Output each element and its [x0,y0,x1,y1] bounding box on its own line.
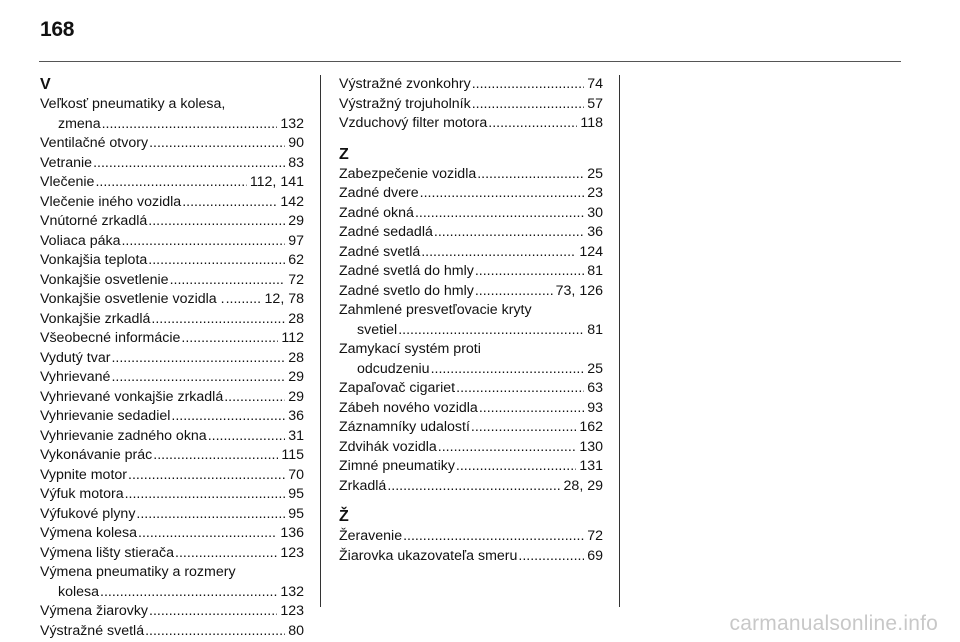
dot-leader [456,457,576,477]
index-entry-heading: Zamykací systém proti [339,341,481,357]
index-entry-page: 118 [580,115,603,131]
index-entry-text: Vydutý tvar [40,349,111,366]
index-entry [40,505,304,525]
index-entry-list [40,95,304,641]
index-entry-page: 142 [280,193,304,210]
index-entry [339,379,603,399]
index-entry-text: Vonkajšie zrkadlá [40,310,151,327]
index-entry-text: Výfukové plyny [40,505,136,522]
index-entry-text: Voliaca páka [40,232,121,249]
dot-leader [128,466,285,486]
index-column-1 [40,75,304,641]
index-entry [339,399,603,419]
index-entry-text: Vlečenie iného vozidla [40,193,182,210]
dot-leader [148,212,285,232]
index-entry-text: Vyhrievanie zadného okna [40,427,207,444]
index-entry [339,457,603,477]
index-entry-page: 63 [587,380,603,396]
index-entry-page: 80 [288,622,304,639]
index-entry [339,204,603,224]
index-entry-text: svetiel [357,321,398,338]
index-entry-page: 112, 141 [249,174,304,190]
index-entry [40,134,304,154]
index-entry-text: Zadné svetlá [339,243,421,260]
index-entry-text: Vonkajšie osvetlenie vozidla . [40,291,225,307]
index-entry-page: 12, 78 [264,291,304,307]
index-entry-text: Vonkajšia teplota [40,252,148,268]
index-entry [40,485,304,505]
dot-leader [518,547,584,567]
dot-leader [475,282,553,302]
dot-leader [125,485,286,505]
index-entry [339,75,603,95]
header-rule [39,61,901,62]
dot-leader [488,114,577,134]
index-entry-page: 132 [280,115,304,132]
dot-leader [121,232,285,252]
index-entry-list [339,75,603,134]
dot-leader [471,418,576,438]
index-entry-page: 28, 29 [563,477,603,494]
index-entry-text: Zadné okná [339,204,414,221]
index-entry-page: 81 [587,263,603,279]
index-entry-heading: Výmena pneumatiky a rozmery [40,564,236,580]
index-letter-heading: V [40,76,51,93]
index-entry-text: Vykonávanie prác [40,447,153,463]
dot-leader [208,427,286,447]
index-entry-text: Vyhrievanie sedadiel [40,408,171,424]
dot-leader [138,524,277,544]
index-entry-text: Záznamníky udalostí [339,419,470,435]
index-entry [40,251,304,271]
index-entry-text: Vyhrievané vonkajšie zrkadlá [40,388,224,405]
dot-leader [151,310,285,330]
dot-leader [153,446,278,466]
dot-leader [181,329,278,349]
dot-leader [415,204,584,224]
index-entry-page: 29 [288,213,304,229]
dot-leader [226,290,262,310]
index-entry [40,349,304,369]
index-entry-text: Vypnite motor [40,466,128,483]
dot-leader [102,115,278,135]
page-number: 168 [40,18,75,41]
dot-leader [403,527,584,547]
index-entry-page: 69 [587,547,603,564]
dot-leader [224,388,285,408]
index-entry-page: 97 [288,232,304,249]
dot-leader [111,349,285,369]
index-entry [339,527,603,547]
index-letter-heading: Z [339,145,349,163]
index-entry-page: 29 [288,388,304,405]
index-entry [40,427,304,447]
watermark: carmanualsonline.info [729,612,938,635]
dot-leader [182,193,277,213]
index-entry-text: zmena [58,115,101,132]
index-entry-text: Zdvihák vozidla [339,438,437,455]
dot-leader [175,544,277,564]
index-entry [40,173,304,193]
index-entry-text: Všeobecné informácie [40,330,181,346]
index-entry-heading: Zahmlené presvetľovacie kryty [339,302,532,318]
index-entry-text: Výmena kolesa [40,525,137,541]
index-entry-text: Zadné sedadlá [339,224,433,240]
index-entry-page: 73, 126 [555,282,603,299]
dot-leader [100,583,277,603]
index-entry-page: 28 [288,349,304,366]
dot-leader [149,134,285,154]
index-entry-page: 131 [579,458,603,474]
index-entry [40,232,304,252]
index-entry-text: Výstražné svetlá [40,622,145,639]
index-entry-text: Výmena lišty stierača [40,544,175,561]
index-entry-page: 123 [280,603,304,619]
dot-leader [477,165,584,185]
index-entry-page: 25 [587,165,603,182]
index-entry [339,243,603,263]
index-entry-page: 124 [579,243,603,260]
dot-leader [421,243,576,263]
index-entry-text: Vyhrievané [40,369,111,385]
index-entry [40,115,304,135]
index-entry-page: 115 [281,447,304,463]
index-entry-page: 132 [280,583,304,600]
index-entry [40,271,304,291]
index-entry [339,184,603,204]
index-entry [339,223,603,243]
index-entry-page: 36 [587,224,603,240]
index-entry-page: 29 [288,369,304,385]
index-entry-page: 70 [288,466,304,483]
index-entry-page: 72 [587,528,603,544]
index-entry [40,466,304,486]
index-entry [339,360,603,380]
dot-leader [420,184,585,204]
index-entry [339,282,603,302]
index-entry-text: Vzduchový filter motora [339,115,488,131]
index-entry [40,154,304,174]
index-entry-page: 23 [587,185,603,201]
dot-leader [95,173,246,193]
dot-leader [438,438,577,458]
dot-leader [434,223,584,243]
index-entry [339,95,603,115]
dot-leader [136,505,285,525]
index-entry-page: 162 [579,419,603,435]
index-entry-text: Vetranie [40,154,93,171]
index-entry-text: Vnútorné zrkadlá [40,213,148,229]
index-entry-text: Žeravenie [339,528,403,544]
index-entry-page: 62 [288,252,304,268]
index-entry-page: 30 [587,204,603,221]
index-entry-page: 57 [587,95,603,112]
dot-leader [148,251,285,271]
index-letter-heading: Ž [339,508,349,525]
dot-leader [398,321,584,341]
index-entry-page: 28 [288,310,304,327]
index-entry-page: 81 [587,321,603,338]
index-entry-page: 31 [288,427,304,444]
dot-leader [472,75,585,95]
index-entry-text: Výstražné zvonkohry [339,76,471,92]
index-entry [339,418,603,438]
index-entry [40,602,304,622]
index-entry-text: Výstražný trojuholník [339,95,471,112]
index-column-2 [339,75,603,566]
index-entry-page: 74 [587,76,603,92]
index-entry [40,407,304,427]
index-entry-text: Zapaľovač cigariet [339,380,456,396]
dot-leader [479,399,584,419]
dot-leader [145,622,285,642]
index-entry-text: Výfuk motora [40,486,124,502]
index-entry-page: 25 [587,360,603,377]
index-entry [40,544,304,564]
dot-leader [431,360,585,380]
index-entry-text: Výmena žiarovky [40,603,149,619]
index-entry-page: 123 [280,544,304,561]
index-entry-text: Žiarovka ukazovateľa smeru [339,547,518,564]
index-entry-page: 93 [587,399,603,416]
index-entry-text: odcudzeniu [357,360,430,377]
index-entry-text: Zábeh nového vozidla [339,399,478,416]
index-entry [40,193,304,213]
dot-leader [170,271,286,291]
dot-leader [456,379,584,399]
index-entry-page: 72 [288,271,304,288]
index-entry-page: 36 [288,408,304,424]
dot-leader [475,262,584,282]
column-divider [320,75,321,607]
dot-leader [171,407,285,427]
index-entry-text: Vonkajšie osvetlenie [40,271,169,288]
index-entry-text: Zabezpečenie vozidla [339,165,477,182]
index-entry-text: Zadné dvere [339,185,419,201]
index-entry-page: 130 [579,438,603,455]
index-entry [339,438,603,458]
column-divider [619,75,620,607]
dot-leader [111,368,285,388]
dot-leader [387,477,560,497]
index-entry [40,368,304,388]
dot-leader [472,95,585,115]
index-entry-page: 95 [288,505,304,522]
index-entry [339,477,603,497]
index-entry-text: Zrkadlá [339,477,387,494]
index-entry-list [339,527,603,566]
index-entry [40,524,304,544]
index-entry [40,583,304,603]
index-entry [40,290,304,310]
index-entry-text: Zadné svetlo do hmly [339,282,474,299]
index-entry [40,446,304,466]
index-entry [339,262,603,282]
index-entry-page: 112 [281,330,304,346]
index-entry [339,321,603,341]
index-entry-text: Zadné svetlá do hmly [339,263,474,279]
index-entry-text: Ventilačné otvory [40,135,149,151]
index-entry [339,547,603,567]
index-entry [40,388,304,408]
index-entry-heading: Veľkosť pneumatiky a kolesa, [40,96,226,112]
index-entry-text: Vlečenie [40,174,95,190]
index-entry [40,622,304,642]
index-entry-list [339,165,603,497]
index-entry [339,114,603,134]
index-entry-page: 90 [288,135,304,151]
dot-leader [149,602,277,622]
index-entry-text: kolesa [58,583,100,600]
index-entry [40,329,304,349]
dot-leader [93,154,285,174]
index-entry-page: 95 [288,486,304,502]
index-entry [339,165,603,185]
index-entry [40,212,304,232]
index-entry [40,310,304,330]
index-entry-page: 83 [288,154,304,171]
index-entry-text: Zimné pneumatiky [339,458,455,474]
index-entry-page: 136 [280,525,304,541]
